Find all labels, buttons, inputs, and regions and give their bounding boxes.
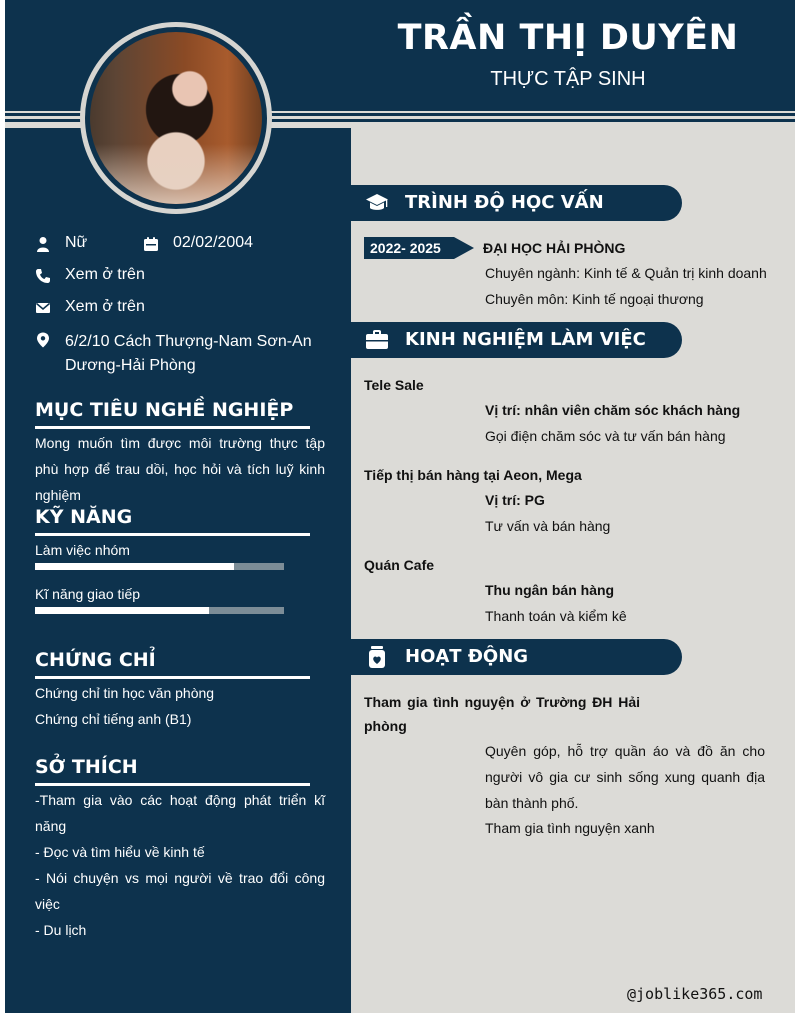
section-rule xyxy=(35,783,310,786)
experience-title: KINH NGHIỆM LÀM VIỆC xyxy=(405,329,646,350)
hobby-item: - Đọc và tìm hiểu về kinh tế xyxy=(35,844,205,860)
skill-bar xyxy=(35,563,284,570)
education-header xyxy=(351,185,682,221)
job-description: Tư vấn và bán hàng xyxy=(485,518,611,534)
activity-org: Tham gia tình nguyện ở Trường ĐH Hải phòng xyxy=(364,694,640,734)
section-rule xyxy=(35,676,310,679)
section-rule xyxy=(35,533,310,536)
company-name: Tele Sale xyxy=(364,377,424,393)
briefcase-icon xyxy=(365,328,389,352)
hobby-item: - Nói chuyện vs mọi người về trao đổi công việc xyxy=(35,870,325,912)
activity-description: Tham gia tình nguyện xanh xyxy=(485,820,655,836)
certificate-item: Chứng chỉ tin học văn phòng xyxy=(35,685,215,701)
jar-heart-icon xyxy=(365,645,389,669)
skills-title: KỸ NĂNG xyxy=(35,506,133,528)
skill-bar xyxy=(35,607,284,614)
address-text: 6/2/10 Cách Thượng-Nam Sơn-An Dương-Hải Phòng xyxy=(65,333,312,374)
activities-header xyxy=(351,639,682,675)
candidate-name: TRẦN THỊ DUYÊN xyxy=(397,18,739,58)
company-name: Tiếp thị bán hàng tại Aeon, Mega xyxy=(364,467,582,483)
skill-bar-fill xyxy=(35,607,209,614)
birthday-text: 02/02/2004 xyxy=(173,234,254,251)
mail-icon xyxy=(35,300,51,316)
education-title: TRÌNH ĐỘ HỌC VẤN xyxy=(405,192,604,213)
activity-description: Quyên góp, hỗ trợ quần áo và đồ ăn cho người vô gia cư sinh sống xung quanh địa bàn thành phố. xyxy=(485,743,765,811)
education-years: 2022- 2025 xyxy=(364,237,454,259)
email-text: Xem ở trên xyxy=(65,298,145,315)
section-rule xyxy=(35,426,310,429)
objective-title: MỤC TIÊU NGHỀ NGHIỆP xyxy=(35,399,294,421)
specialty-text: Chuyên môn: Kinh tế ngoại thương xyxy=(485,291,704,307)
experience-header xyxy=(351,322,682,358)
user-icon xyxy=(35,236,51,252)
job-role: Thu ngân bán hàng xyxy=(485,582,615,598)
skill-bar-fill xyxy=(35,563,234,570)
location-pin-icon xyxy=(35,332,51,348)
avatar-photo xyxy=(90,32,262,204)
job-role: Vị trí: nhân viên chăm sóc khách hàng xyxy=(485,402,741,418)
skill-label: Kĩ năng giao tiếp xyxy=(35,586,141,602)
job-description: Gọi điện chăm sóc và tư vấn bán hàng xyxy=(485,428,726,444)
phone-icon xyxy=(35,268,51,284)
watermark: @joblike365.com xyxy=(627,985,763,1003)
hobby-item: - Du lịch xyxy=(35,922,87,938)
hobby-item: -Tham gia vào các hoạt động phát triển kĩ năng xyxy=(35,792,325,834)
graduation-cap-icon xyxy=(365,191,389,215)
certificates-title: CHỨNG CHỈ xyxy=(35,649,156,671)
phone-text: Xem ở trên xyxy=(65,266,145,283)
skill-label: Làm việc nhóm xyxy=(35,542,130,558)
certificate-item: Chứng chỉ tiếng anh (B1) xyxy=(35,711,192,727)
company-name: Quán Cafe xyxy=(364,557,435,573)
school-name: ĐẠI HỌC HẢI PHÒNG xyxy=(483,240,626,256)
calendar-icon xyxy=(143,236,159,252)
job-description: Thanh toán và kiểm kê xyxy=(485,608,627,624)
job-role: Vị trí: PG xyxy=(485,492,545,508)
major-text: Chuyên ngành: Kinh tế & Quản trị kinh doanh xyxy=(485,265,767,281)
objective-text: Mong muốn tìm được môi trường thực tập phù hợp để trau dồi, học hỏi và tích luỹ kinh nghiệm xyxy=(35,435,325,503)
job-title: THỰC TẬP SINH xyxy=(490,68,646,90)
activities-title: HOẠT ĐỘNG xyxy=(405,646,529,667)
hobbies-title: SỞ THÍCH xyxy=(35,756,138,778)
gender-text: Nữ xyxy=(65,234,88,251)
cv-page xyxy=(5,0,795,1013)
